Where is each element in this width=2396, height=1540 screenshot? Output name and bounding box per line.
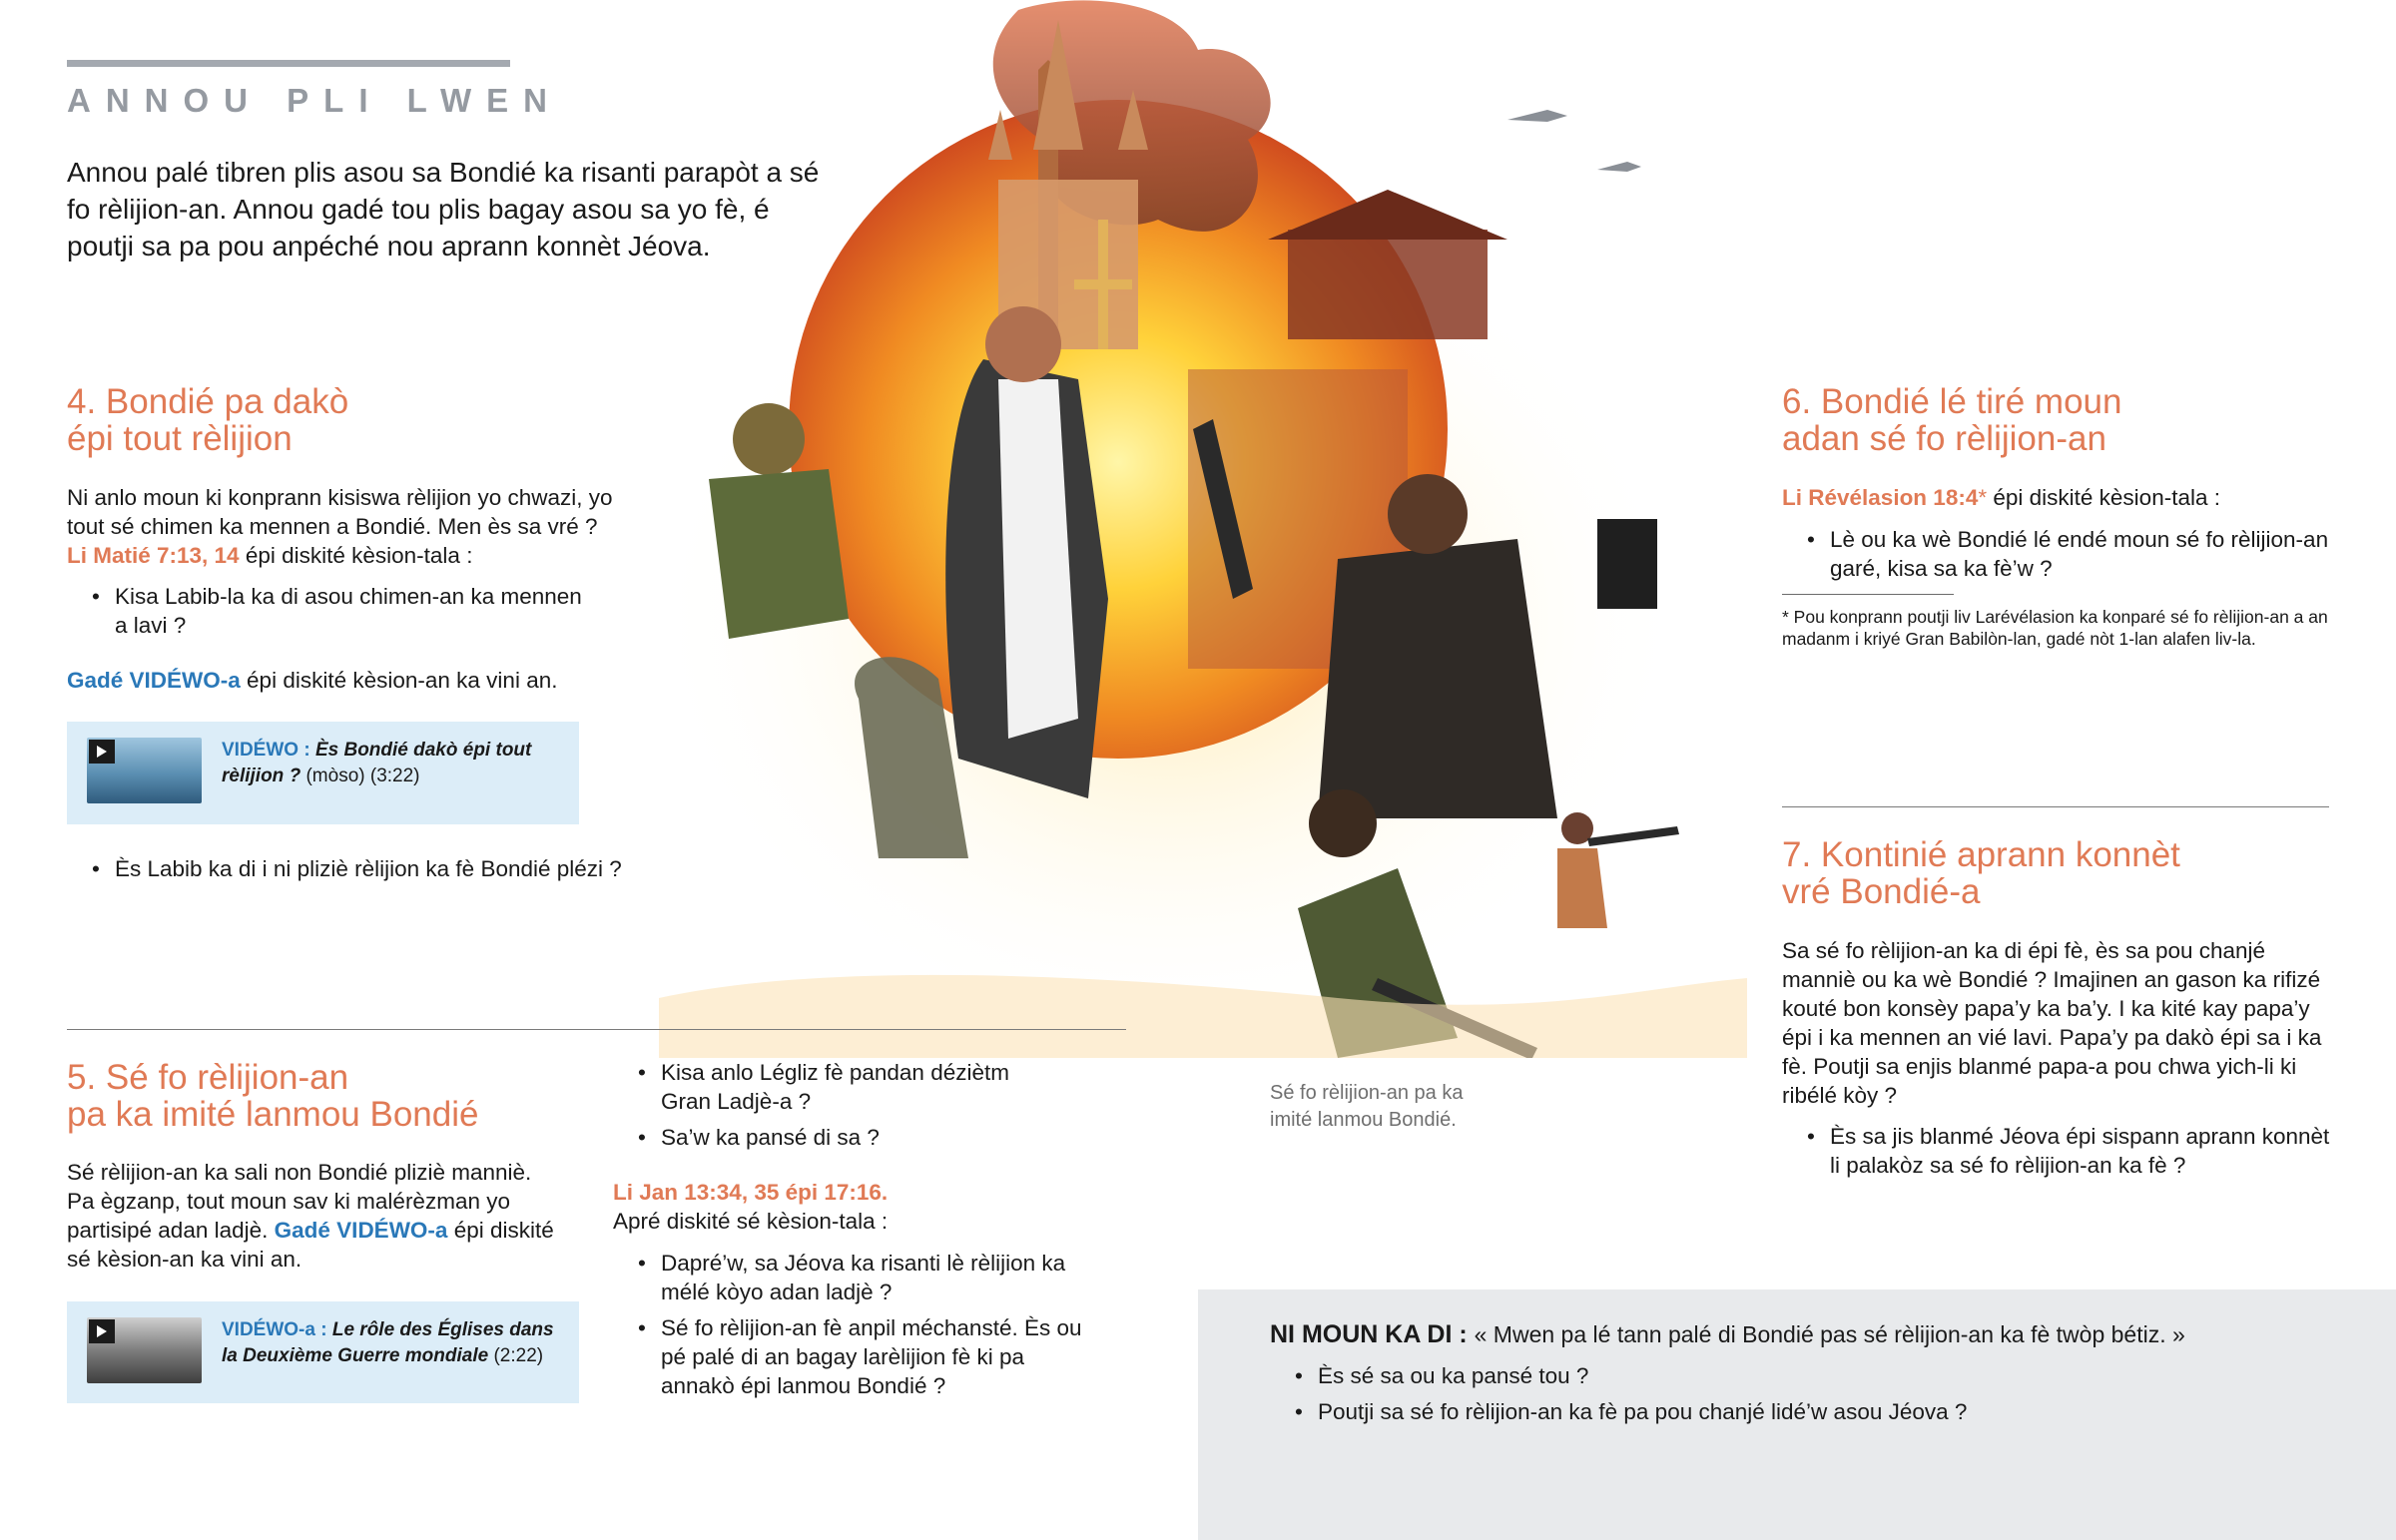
- section-4-bullets-b: [67, 854, 686, 890]
- section-4-title-line2: épi tout rèlijion: [67, 419, 293, 458]
- bullet-icon: •: [92, 584, 100, 609]
- video-title[interactable]: Le rôle des Églises dans la Deuxième Guerre mondiale: [222, 1319, 554, 1366]
- section-5-bullets-b: [613, 1249, 1082, 1407]
- section-label: ANNOU PLI LWEN: [67, 82, 562, 119]
- bullet-icon: •: [638, 1251, 646, 1276]
- section-7-bullets: [1782, 1122, 2341, 1187]
- bullet-icon: •: [638, 1315, 646, 1340]
- revelation-reference-link[interactable]: Li Révélasion 18:4: [1782, 485, 1979, 510]
- section-5-title-line1: 5. Sé fo rèlijion-an: [67, 1058, 349, 1097]
- people-say-bullets: [1270, 1361, 2348, 1433]
- list-item: • Kisa anlo Légliz fè pandan déziètm Gran Ladjè-a ?: [638, 1060, 1009, 1114]
- footnote-marker[interactable]: *: [1978, 485, 1988, 510]
- list-item: • Ès sa jis blanmé Jéova épi sispann aprann konnèt li palakòz sa sé fo rèlijion-an ka fè ?: [1807, 1124, 2330, 1178]
- section-4-body-text: Ni anlo moun ki konprann kisiswa rèlijion yo chwazi, yo tout sé chimen ka mennen a Bondié. Men ès sa vré ?: [67, 485, 613, 539]
- bullet-icon: •: [1295, 1363, 1303, 1388]
- watch-video-link[interactable]: Gadé VIDÉWO-a: [274, 1218, 448, 1243]
- illustration-caption: Sé fo rèlijion-an pa ka imité lanmou Bondié.: [1270, 1082, 1464, 1131]
- list-item: • Poutji sa sé fo rèlijion-an ka fè pa pou chanjé lidé’w asou Jéova ?: [1295, 1399, 1968, 1424]
- section-7-heading: [1782, 836, 2341, 910]
- video-card-2[interactable]: [67, 1301, 579, 1403]
- play-icon[interactable]: [89, 1319, 115, 1343]
- section-5-title-line2: pa ka imité lanmou Bondié: [67, 1095, 479, 1134]
- section-6-ref-line: Li Révélasion 18:4* épi diskité kèsion-tala :: [1782, 485, 2220, 510]
- list-item: • Kisa Labib-la ka di asou chimen-an ka mennen a lavi ?: [92, 584, 582, 638]
- list-item: • Dapré’w, sa Jéova ka risanti lè rèlijion ka mélé kòyo adan ladjè ?: [638, 1251, 1066, 1304]
- video-label: VIDÉWO-a :: [222, 1319, 332, 1340]
- john-reference-link[interactable]: Li Jan 13:34, 35 épi 17:16.: [613, 1180, 889, 1205]
- bullet-icon: •: [1807, 1124, 1815, 1149]
- section-6-heading: [1782, 383, 2341, 457]
- section-4-heading: [67, 383, 586, 457]
- section-6-bullets: [1782, 525, 2341, 590]
- list-item: • Sa’w ka pansé di sa ?: [638, 1125, 880, 1150]
- video-title[interactable]: Ès Bondié dakò épi tout rèlijion ?: [222, 740, 532, 786]
- divider: [67, 1029, 1126, 1030]
- intro-paragraph: Annou palé tibren plis asou sa Bondié ka risanti parapòt a sé fo rèlijion-an. Annou gadé tou plis bagay asou sa yo fè, é poutji sa pa pou anpéché nou aprann konnèt Jéova.: [67, 157, 820, 261]
- video-thumbnail[interactable]: [87, 738, 202, 803]
- section-4-bullets-a: [67, 582, 586, 647]
- war-religion-illustration: [639, 0, 1757, 1058]
- bullet-icon: •: [638, 1060, 646, 1085]
- bullet-icon: •: [92, 856, 100, 881]
- list-item: • Lè ou ka wè Bondié lé endé moun sé fo rèlijion-an garé, kisa sa ka fè’w ?: [1807, 527, 2329, 581]
- top-rule: [67, 60, 510, 67]
- section-7-title-line1: 7. Kontinié aprann konnèt: [1782, 835, 2180, 874]
- people-say-quote: [1270, 1319, 2368, 1349]
- footnote: * Pou konprann poutji liv Larévélasion ka konparé sé fo rèlijion-an a an madanm i kriyé Gran Babilòn-lan, gadé nòt 1-lan alafen liv-la.: [1782, 607, 2328, 649]
- section-4-video-prompt: Gadé VIDÉWO-a épi diskité kèsion-an ka vini an.: [67, 668, 558, 693]
- video-card-1-text: [222, 738, 559, 789]
- section-5-bullets-a: [613, 1058, 1052, 1159]
- section-6-title-line1: 6. Bondié lé tiré moun: [1782, 382, 2122, 421]
- section-5-body: Sé rèlijion-an ka sali non Bondié pliziè manniè. Pa ègzanp, tout moun sav ki malérèzman yo partisipé adan ladjè. Gadé VIDÉWO-a épi diskité sé kèsion-an ka vini an.: [67, 1160, 554, 1272]
- bullet-icon: •: [1295, 1399, 1303, 1424]
- list-item: • Sé fo rèlijion-an fè anpil méchansté. Ès ou pé palé di an bagay larèlijion fè ki pa annakò épi lanmou Bondié ?: [638, 1315, 1082, 1398]
- bullet-icon: •: [638, 1125, 646, 1150]
- footnote-divider: [1782, 594, 1954, 595]
- section-5-heading: [67, 1059, 606, 1133]
- section-7-title-line2: vré Bondié-a: [1782, 872, 1981, 911]
- video-thumbnail[interactable]: [87, 1317, 202, 1383]
- play-icon[interactable]: [89, 740, 115, 764]
- section-4-ref-after: épi diskité kèsion-tala :: [239, 543, 473, 568]
- people-say-text: « Mwen pa lé tann palé di Bondié pas sé rèlijion-an ka fè twòp bétiz. »: [1474, 1321, 2185, 1347]
- divider: [1782, 806, 2329, 807]
- video-label: VIDÉWO :: [222, 740, 315, 761]
- list-item: • Ès sé sa ou ka pansé tou ?: [1295, 1363, 1589, 1388]
- section-5-ref-block: Li Jan 13:34, 35 épi 17:16. Apré diskité sé kèsion-tala :: [613, 1178, 1082, 1236]
- bullet-icon: •: [1807, 527, 1815, 552]
- section-6-title-line2: adan sé fo rèlijion-an: [1782, 419, 2106, 458]
- section-4-body: [67, 483, 646, 570]
- people-say-label: NI MOUN KA DI :: [1270, 1320, 1475, 1348]
- video-meta: (2:22): [488, 1345, 544, 1366]
- section-7-body: Sa sé fo rèlijion-an ka di épi fè, ès sa pou chanjé manniè ou ka wè Bondié ? Imajinen an gason ka rifizé kouté bon konsèy papa’y ka ba’y. I ka kité kay papa’y épi i ka mennen an vié lavi. Papa’y pa dakò épi sa i ka fè. Poutji sa enjis blanmé papa-a pou chwa yich-li ki ribélé kòy ?: [1782, 938, 2322, 1108]
- section-4-title-line1: 4. Bondié pa dakò: [67, 382, 349, 421]
- video-meta: (mòso) (3:22): [300, 766, 420, 786]
- video-card-2-text: [222, 1317, 559, 1369]
- video-card-1[interactable]: [67, 722, 579, 824]
- matthew-reference-link[interactable]: Li Matié 7:13, 14: [67, 543, 240, 568]
- watch-video-link[interactable]: Gadé VIDÉWO-a: [67, 668, 241, 693]
- list-item: • Ès Labib ka di i ni pliziè rèlijion ka fè Bondié plézi ?: [92, 856, 622, 881]
